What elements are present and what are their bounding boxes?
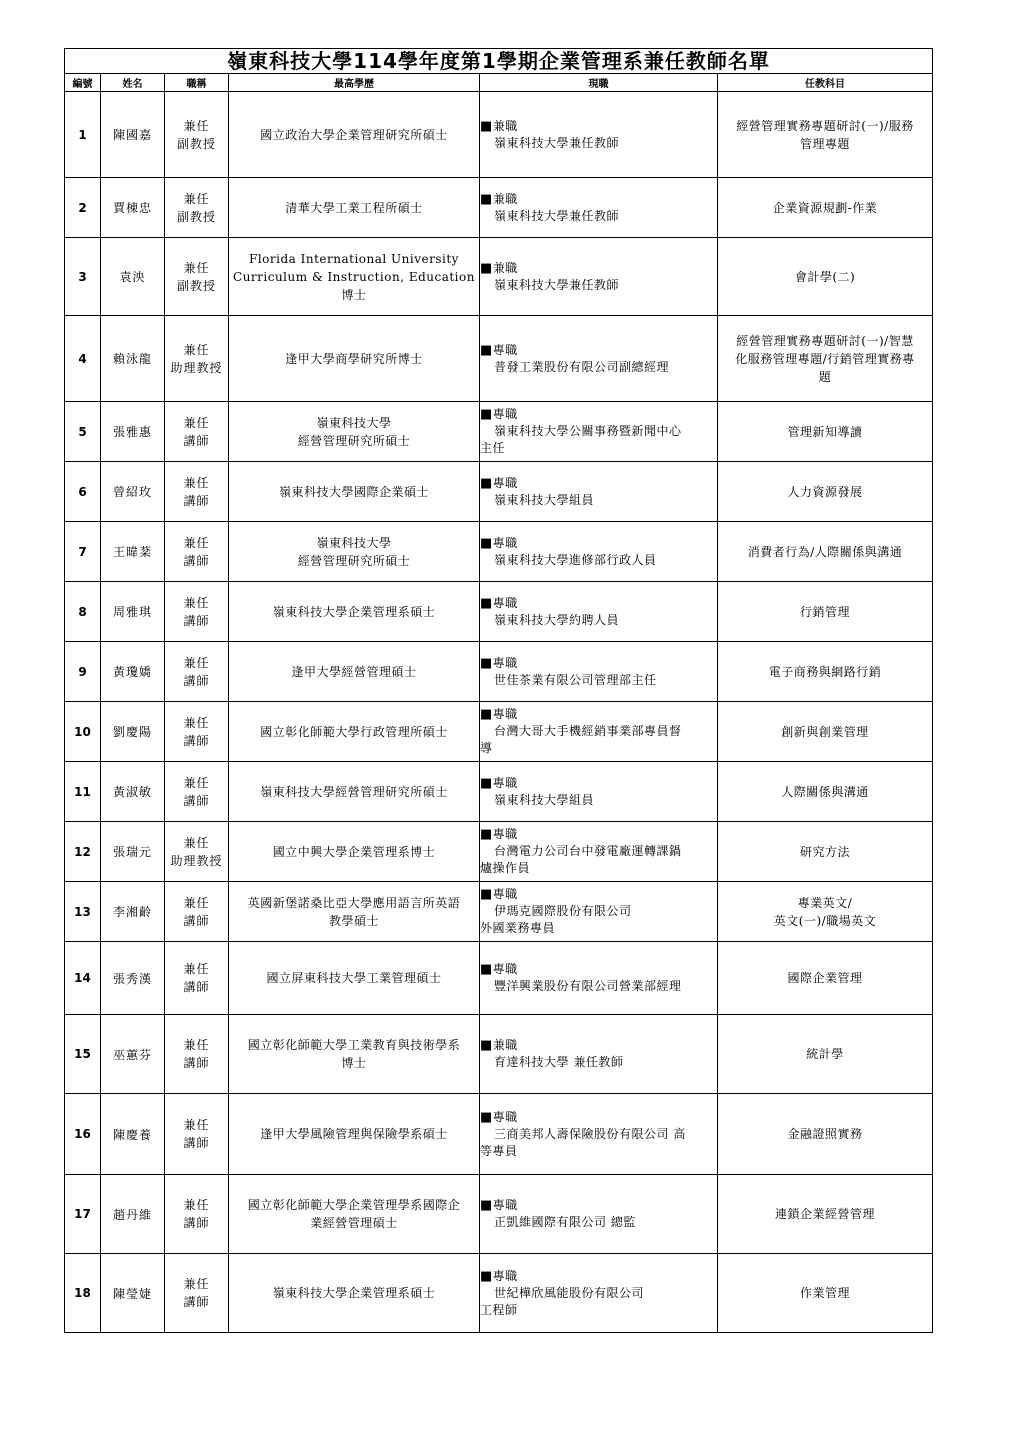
row-number: 13 xyxy=(65,882,101,942)
job-type: ■ 專職 xyxy=(480,826,717,843)
teacher-subjects: 人力資源發展 xyxy=(718,462,933,522)
table-row xyxy=(65,642,933,702)
teacher-current-job xyxy=(480,402,718,462)
job-description: 嶺東科技大學組員 xyxy=(494,492,595,507)
job-description: 正凱維國際有限公司 總監 xyxy=(494,1215,636,1229)
teacher-name: 賈棟忠 xyxy=(101,178,165,238)
teacher-current-job xyxy=(480,462,718,522)
row-number: 18 xyxy=(65,1254,101,1333)
job-description-continued: 爐操作員 xyxy=(480,861,531,875)
job-type: ■ 專職 xyxy=(480,886,717,903)
teacher-rank: 兼任 講師 xyxy=(165,522,229,582)
teacher-rank: 兼任 助理教授 xyxy=(165,316,229,402)
header-education: 最高學歷 xyxy=(229,74,480,92)
teacher-current-job xyxy=(480,1094,718,1175)
job-type: ■ 專職 xyxy=(480,775,717,792)
teacher-education: 國立彰化師範大學行政管理所碩士 xyxy=(229,702,480,762)
table-row xyxy=(65,702,933,762)
job-description-continued: 等專員 xyxy=(480,1143,518,1158)
teacher-education: 國立屏東科技大學工業管理碩士 xyxy=(229,942,480,1015)
row-number: 16 xyxy=(65,1094,101,1175)
job-description: 台灣大哥大手機經銷事業部專員督 xyxy=(494,724,682,738)
teacher-education: Florida International University Curriculum & Instruction, Education 博士 xyxy=(229,238,480,316)
teacher-subjects: 經營管理實務專題研討(一)/服務 管理專題 xyxy=(718,92,933,178)
teacher-rank: 兼任 副教授 xyxy=(165,238,229,316)
teacher-current-job xyxy=(480,92,718,178)
teacher-name: 黃淑敏 xyxy=(101,762,165,822)
teacher-current-job xyxy=(480,822,718,882)
header-rank: 職稱 xyxy=(165,74,229,92)
job-description-continued: 導 xyxy=(480,741,493,755)
header-current-job: 現職 xyxy=(480,74,718,92)
job-description-continued: 主任 xyxy=(480,441,506,455)
header-subjects: 任教科目 xyxy=(718,74,933,92)
teacher-subjects: 行銷管理 xyxy=(718,582,933,642)
teacher-name: 劉慶陽 xyxy=(101,702,165,762)
teacher-education: 國立中興大學企業管理系博士 xyxy=(229,822,480,882)
row-number: 11 xyxy=(65,762,101,822)
teacher-subjects: 會計學(二) xyxy=(718,238,933,316)
teacher-current-job xyxy=(480,582,718,642)
row-number: 2 xyxy=(65,178,101,238)
table-row xyxy=(65,522,933,582)
row-number: 3 xyxy=(65,238,101,316)
job-description: 育達科技大學 兼任教師 xyxy=(494,1055,624,1069)
teacher-rank: 兼任 講師 xyxy=(165,942,229,1015)
job-description-continued: 工程師 xyxy=(480,1302,518,1317)
teacher-name: 陳慶養 xyxy=(101,1094,165,1175)
teacher-rank: 兼任 講師 xyxy=(165,762,229,822)
teacher-education: 嶺東科技大學經營管理研究所碩士 xyxy=(229,762,480,822)
teacher-subjects: 經營管理實務專題研討(一)/智慧 化服務管理專題/行銷管理實務專 題 xyxy=(718,316,933,402)
teacher-name: 張瑞元 xyxy=(101,822,165,882)
job-type: ■ 兼職 xyxy=(480,118,717,135)
teacher-current-job xyxy=(480,522,718,582)
teacher-rank: 兼任 講師 xyxy=(165,882,229,942)
job-type: ■ 專職 xyxy=(480,475,717,492)
job-type: ■ 專職 xyxy=(480,406,717,423)
teacher-current-job xyxy=(480,1015,718,1094)
job-type: ■ 專職 xyxy=(480,595,717,612)
table-row xyxy=(65,1015,933,1094)
table-row xyxy=(65,92,933,178)
table-row xyxy=(65,1254,933,1333)
teacher-subjects: 作業管理 xyxy=(718,1254,933,1333)
teacher-education: 嶺東科技大學 經營管理研究所碩士 xyxy=(229,402,480,462)
job-type: ■ 兼職 xyxy=(480,191,717,208)
teacher-rank: 兼任 助理教授 xyxy=(165,822,229,882)
teacher-current-job xyxy=(480,642,718,702)
table-row xyxy=(65,942,933,1015)
teacher-subjects: 金融證照實務 xyxy=(718,1094,933,1175)
teacher-subjects: 研究方法 xyxy=(718,822,933,882)
job-type: ■ 專職 xyxy=(480,706,717,723)
table-body xyxy=(65,92,933,1333)
job-type: ■ 專職 xyxy=(480,1268,717,1285)
table-row xyxy=(65,1094,933,1175)
table-row xyxy=(65,762,933,822)
teacher-education: 逢甲大學經營管理碩士 xyxy=(229,642,480,702)
job-description: 嶺東科技大學兼任教師 xyxy=(494,277,620,292)
job-description: 伊瑪克國際股份有限公司 xyxy=(494,904,632,918)
teacher-name: 陳瑩婕 xyxy=(101,1254,165,1333)
teacher-name: 巫蕙芬 xyxy=(101,1015,165,1094)
teacher-current-job xyxy=(480,178,718,238)
teacher-education: 嶺東科技大學企業管理系碩士 xyxy=(229,582,480,642)
teacher-education: 清華大學工業工程所碩士 xyxy=(229,178,480,238)
teacher-rank: 兼任 副教授 xyxy=(165,92,229,178)
job-description: 世紀樺欣風能股份有限公司 xyxy=(494,1285,645,1300)
job-description: 嶺東科技大學兼任教師 xyxy=(494,135,620,150)
teacher-name: 王暐棻 xyxy=(101,522,165,582)
row-number: 12 xyxy=(65,822,101,882)
row-number: 7 xyxy=(65,522,101,582)
teacher-name: 陳國嘉 xyxy=(101,92,165,178)
teacher-rank: 兼任 講師 xyxy=(165,1094,229,1175)
teacher-subjects: 電子商務與網路行銷 xyxy=(718,642,933,702)
teacher-rank: 兼任 講師 xyxy=(165,582,229,642)
job-description: 嶺東科技大學兼任教師 xyxy=(494,208,620,223)
header-name: 姓名 xyxy=(101,74,165,92)
job-type: ■ 專職 xyxy=(480,961,717,978)
teacher-current-job xyxy=(480,238,718,316)
teacher-rank: 兼任 講師 xyxy=(165,642,229,702)
job-description: 嶺東科技大學進修部行政人員 xyxy=(494,552,657,567)
teacher-rank: 兼任 講師 xyxy=(165,1254,229,1333)
teacher-education: 嶺東科技大學國際企業碩士 xyxy=(229,462,480,522)
teacher-education: 英國新堡諾桑比亞大學應用語言所英語 教學碩士 xyxy=(229,882,480,942)
teacher-education: 嶺東科技大學 經營管理研究所碩士 xyxy=(229,522,480,582)
teacher-name: 黃瓊嬌 xyxy=(101,642,165,702)
table-row xyxy=(65,402,933,462)
job-type: ■ 專職 xyxy=(480,535,717,552)
teacher-education: 嶺東科技大學企業管理系碩士 xyxy=(229,1254,480,1333)
job-type: ■ 專職 xyxy=(480,655,717,672)
row-number: 15 xyxy=(65,1015,101,1094)
teacher-name: 趙丹維 xyxy=(101,1175,165,1254)
teacher-subjects: 管理新知導讀 xyxy=(718,402,933,462)
row-number: 17 xyxy=(65,1175,101,1254)
job-type: ■ 專職 xyxy=(480,1197,717,1214)
table-row xyxy=(65,316,933,402)
job-description: 台灣電力公司台中發電廠運轉課鍋 xyxy=(494,844,682,858)
teacher-current-job xyxy=(480,762,718,822)
teacher-rank: 兼任 講師 xyxy=(165,1015,229,1094)
job-type: ■ 兼職 xyxy=(480,260,717,277)
teacher-rank: 兼任 副教授 xyxy=(165,178,229,238)
job-type: ■ 專職 xyxy=(480,1109,717,1126)
teacher-education: 國立政治大學企業管理研究所碩士 xyxy=(229,92,480,178)
teacher-name: 袁泱 xyxy=(101,238,165,316)
teacher-rank: 兼任 講師 xyxy=(165,462,229,522)
table-row xyxy=(65,822,933,882)
row-number: 8 xyxy=(65,582,101,642)
teacher-current-job xyxy=(480,316,718,402)
row-number: 10 xyxy=(65,702,101,762)
table-row xyxy=(65,462,933,522)
teacher-education: 國立彰化師範大學工業教育與技術學系 博士 xyxy=(229,1015,480,1094)
job-description: 嶺東科技大學組員 xyxy=(494,792,595,807)
teacher-subjects: 國際企業管理 xyxy=(718,942,933,1015)
teacher-education: 逢甲大學商學研究所博士 xyxy=(229,316,480,402)
row-number: 6 xyxy=(65,462,101,522)
faculty-roster-table xyxy=(64,48,933,1333)
job-type: ■ 兼職 xyxy=(480,1037,717,1054)
row-number: 1 xyxy=(65,92,101,178)
page-title: 嶺東科技大學114學年度第1學期企業管理系兼任教師名單 xyxy=(65,49,933,74)
teacher-name: 李湘齡 xyxy=(101,882,165,942)
teacher-subjects: 消費者行為/人際關係與溝通 xyxy=(718,522,933,582)
row-number: 4 xyxy=(65,316,101,402)
teacher-current-job xyxy=(480,882,718,942)
teacher-subjects: 企業資源規劃-作業 xyxy=(718,178,933,238)
job-description-continued: 外國業務專員 xyxy=(480,921,556,935)
table-row xyxy=(65,582,933,642)
teacher-education: 國立彰化師範大學企業管理學系國際企 業經營管理碩士 xyxy=(229,1175,480,1254)
teacher-current-job xyxy=(480,1254,718,1333)
table-header-row xyxy=(65,74,933,92)
job-description: 豐洋興業股份有限公司營業部經理 xyxy=(494,979,682,993)
job-description: 嶺東科技大學約聘人員 xyxy=(494,612,620,627)
job-type: ■ 專職 xyxy=(480,342,717,359)
job-description: 普發工業股份有限公司副總經理 xyxy=(494,359,670,374)
teacher-name: 曾紹玫 xyxy=(101,462,165,522)
teacher-current-job xyxy=(480,702,718,762)
job-description: 嶺東科技大學公關事務暨新聞中心 xyxy=(494,424,682,438)
teacher-subjects: 專業英文/ 英文(一)/職場英文 xyxy=(718,882,933,942)
job-description: 世佳茶業有限公司管理部主任 xyxy=(494,672,657,687)
row-number: 9 xyxy=(65,642,101,702)
table-row xyxy=(65,882,933,942)
row-number: 5 xyxy=(65,402,101,462)
teacher-current-job xyxy=(480,1175,718,1254)
teacher-current-job xyxy=(480,942,718,1015)
teacher-name: 周雅琪 xyxy=(101,582,165,642)
table-row xyxy=(65,238,933,316)
row-number: 14 xyxy=(65,942,101,1015)
teacher-name: 張秀漢 xyxy=(101,942,165,1015)
teacher-subjects: 統計學 xyxy=(718,1015,933,1094)
teacher-subjects: 連鎖企業經營管理 xyxy=(718,1175,933,1254)
header-number: 編號 xyxy=(65,74,101,92)
teacher-name: 張雅惠 xyxy=(101,402,165,462)
job-description: 三商美邦人壽保險股份有限公司 高 xyxy=(494,1126,686,1141)
teacher-rank: 兼任 講師 xyxy=(165,402,229,462)
teacher-subjects: 創新與創業管理 xyxy=(718,702,933,762)
teacher-name: 賴泳龍 xyxy=(101,316,165,402)
teacher-rank: 兼任 講師 xyxy=(165,1175,229,1254)
table-row xyxy=(65,1175,933,1254)
teacher-education: 逢甲大學風險管理與保險學系碩士 xyxy=(229,1094,480,1175)
table-row xyxy=(65,178,933,238)
teacher-rank: 兼任 講師 xyxy=(165,702,229,762)
teacher-subjects: 人際關係與溝通 xyxy=(718,762,933,822)
